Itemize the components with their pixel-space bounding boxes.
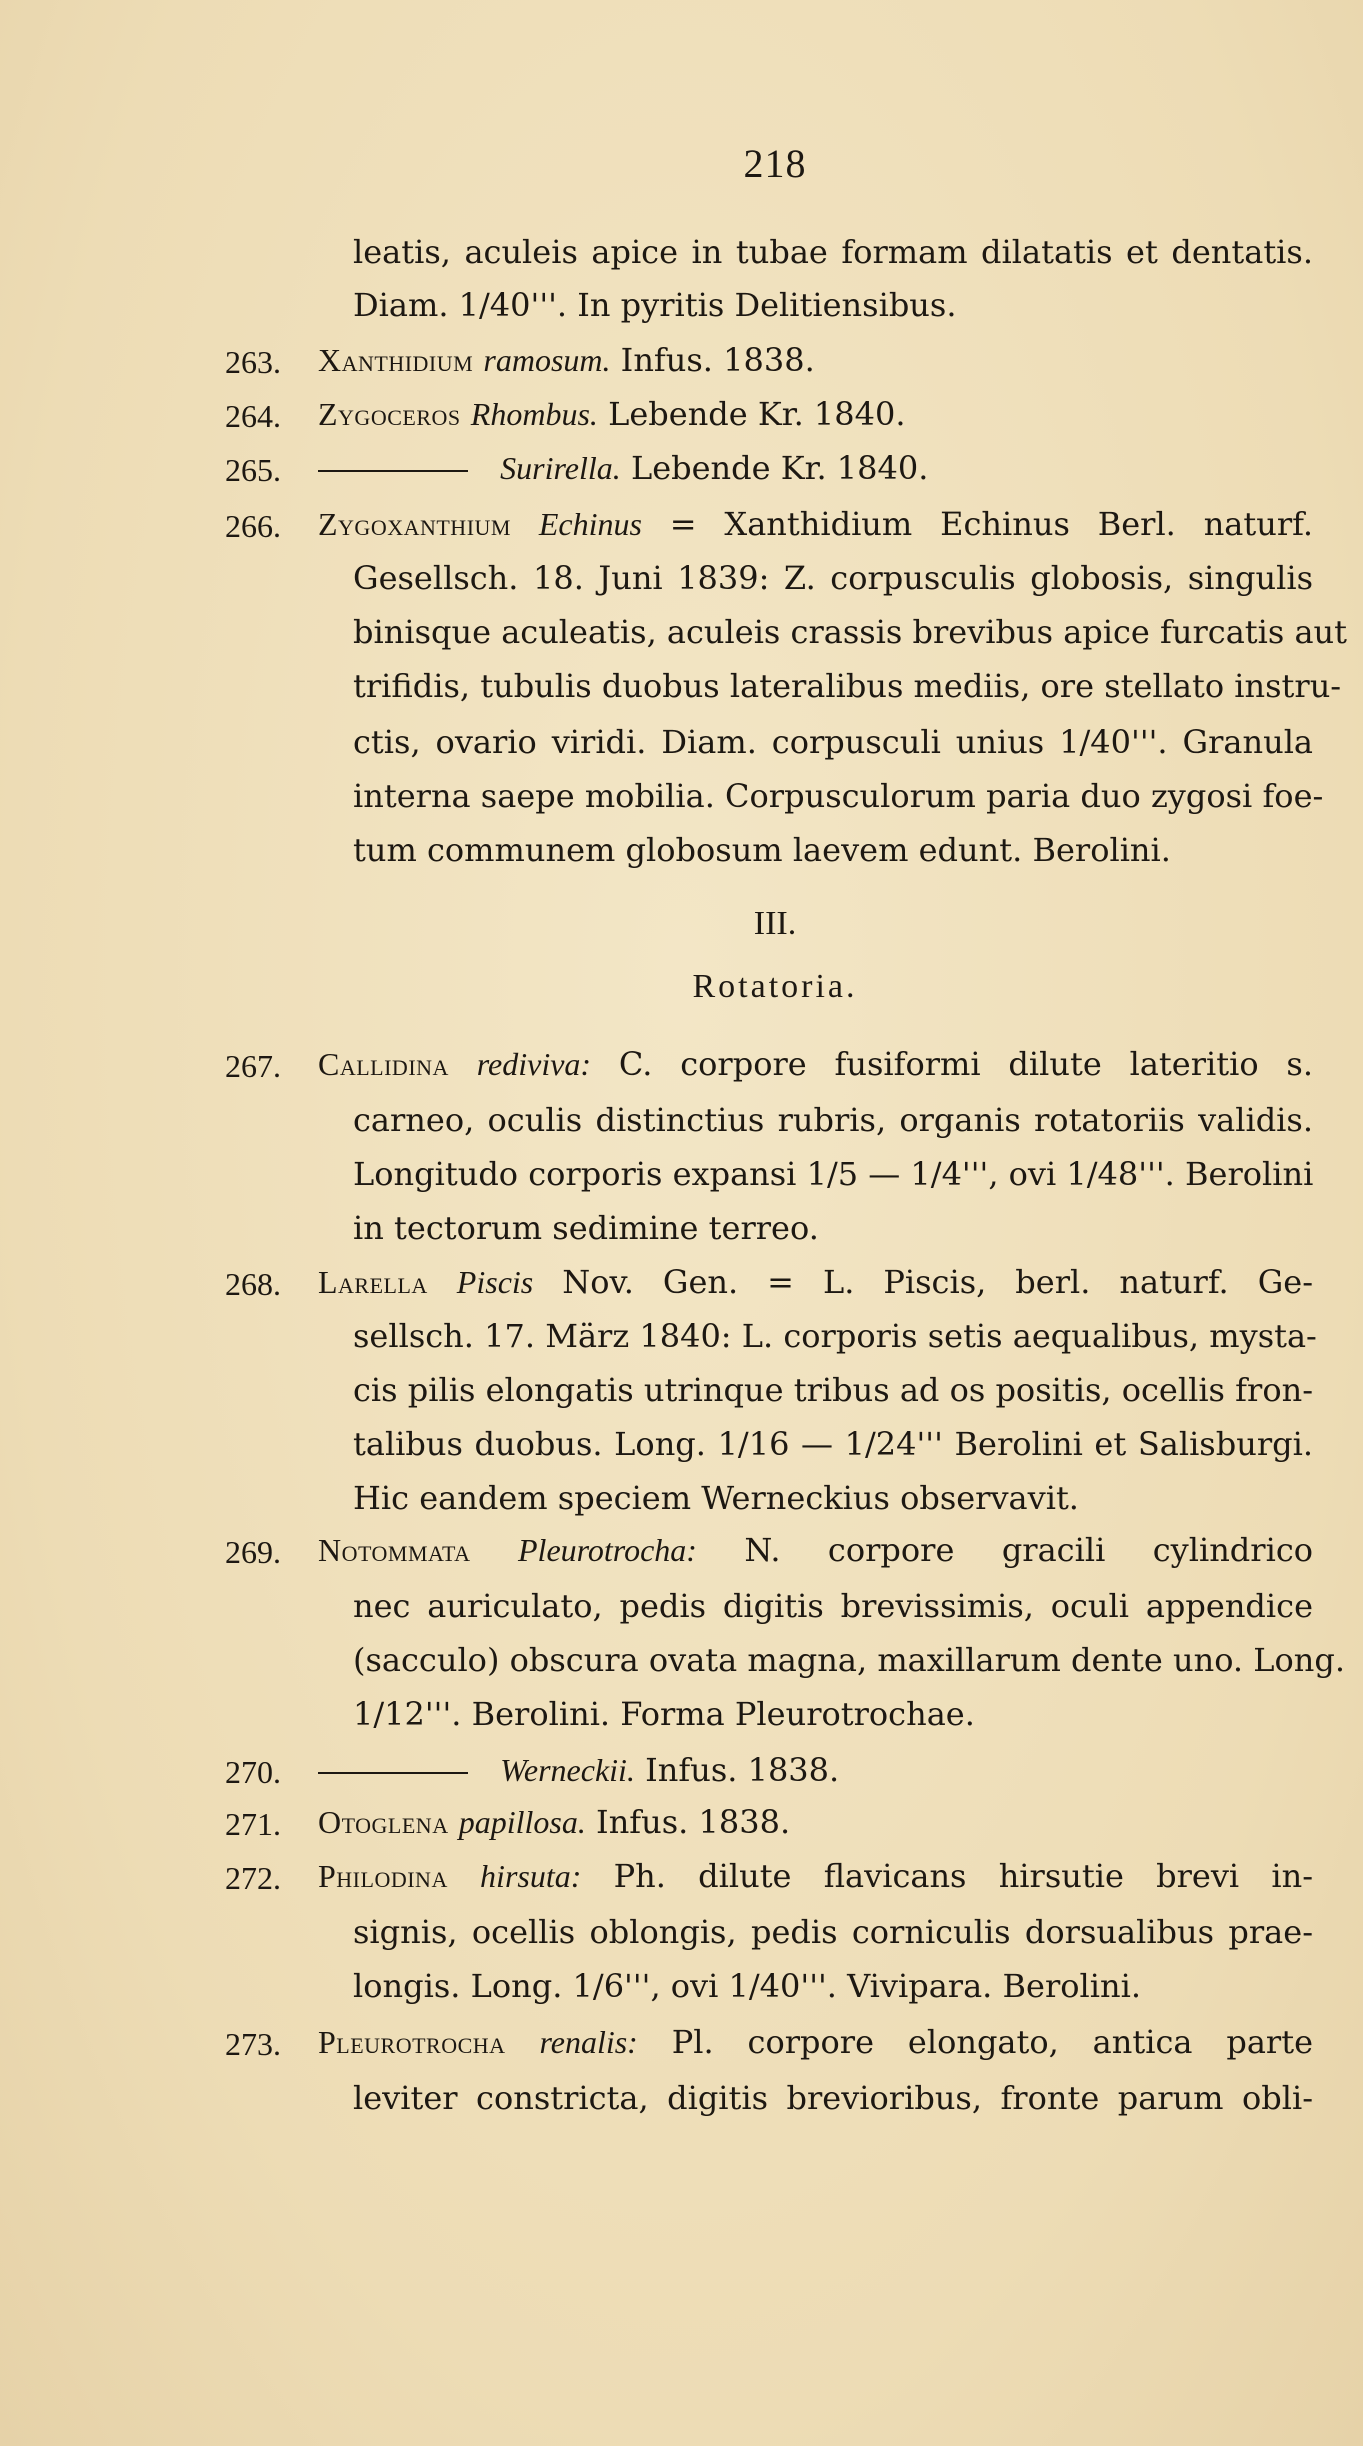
text-line: interna saepe mobilia. Corpusculorum paria duo zygosi foe- — [353, 777, 1324, 815]
entry-rest: Infus. 1838. — [645, 1751, 840, 1789]
species-name: hirsuta: — [480, 1858, 582, 1894]
entry-number: 263. — [225, 344, 281, 380]
species-name: Pleurotrocha: — [518, 1532, 697, 1568]
text-line: leviter constricta, digitis brevioribus, fronte parum obli- — [353, 2079, 1313, 2117]
text-line: Hic eandem speciem Werneckius observavit. — [353, 1479, 1079, 1517]
genus-name: Philodina — [318, 1858, 448, 1894]
entry-line — [318, 340, 815, 380]
text-line: signis, ocellis oblongis, pedis corniculis dorsualibus prae- — [353, 1913, 1313, 1951]
text-line: in tectorum sedimine terreo. — [353, 1209, 819, 1247]
entry-line — [318, 2022, 1313, 2062]
ditto-dash — [318, 1772, 468, 1774]
entry-rest: = Xanthidium Echinus Berl. naturf. — [669, 505, 1314, 543]
text-line: 1/12'''. Berolini. Forma Pleurotrochae. — [353, 1695, 975, 1733]
entry-line — [318, 448, 928, 488]
entry-rest: N. corpore gracili cylindrico — [744, 1531, 1314, 1569]
text-line: ctis, ovario viridi. Diam. corpusculi unius 1/40'''. Granula — [353, 723, 1313, 761]
entry-rest: Ph. dilute flavicans hirsutie brevi in- — [613, 1857, 1314, 1895]
text-line: (sacculo) obscura ovata magna, maxillarum dente uno. Long. — [353, 1641, 1346, 1679]
entry-number: 265. — [225, 452, 281, 488]
entry-number: 266. — [225, 508, 281, 544]
text-line: Gesellsch. 18. Juni 1839: Z. corpusculis globosis, singulis — [353, 559, 1313, 597]
text-line: trifidis, tubulis duobus lateralibus mediis, ore stellato instru- — [353, 667, 1342, 705]
entry-number: 264. — [225, 398, 281, 434]
species-name: renalis: — [539, 2024, 638, 2060]
entry-rest: Infus. 1838. — [620, 341, 815, 379]
text-line: talibus duobus. Long. 1/16 — 1/24''' Berolini et Salisburgi. — [353, 1425, 1313, 1463]
text-line: leatis, aculeis apice in tubae formam dilatatis et dentatis. — [353, 233, 1313, 271]
section-heading: Rotatoria. — [692, 968, 858, 1005]
genus-name: Callidina — [318, 1046, 449, 1082]
entry-rest: Pl. corpore elongato, antica parte — [671, 2023, 1314, 2061]
genus-name: Pleurotrocha — [318, 2024, 506, 2060]
text-line: nec auriculato, pedis digitis brevissimis, oculi appendice — [353, 1587, 1313, 1625]
species-name: Werneckii. — [500, 1752, 635, 1788]
entry-number: 272. — [225, 1860, 281, 1896]
entry-line — [318, 1262, 1313, 1302]
entry-number: 268. — [225, 1266, 281, 1302]
text-line: binisque aculeatis, aculeis crassis brevibus apice furcatis aut — [353, 613, 1348, 651]
text-line: Diam. 1/40'''. In pyritis Delitiensibus. — [353, 286, 957, 324]
text-line: longis. Long. 1/6''', ovi 1/40'''. Vivipara. Berolini. — [353, 1967, 1141, 2005]
species-name: Rhombus. — [470, 396, 598, 432]
entry-line — [318, 1044, 1313, 1084]
entry-line — [318, 1530, 1313, 1570]
species-name: ramosum. — [483, 342, 611, 378]
entry-rest: Lebende Kr. 1840. — [630, 449, 929, 487]
entry-line — [318, 394, 906, 434]
entry-rest: Nov. Gen. = L. Piscis, berl. naturf. Ge- — [562, 1263, 1314, 1301]
species-name: papillosa. — [458, 1804, 586, 1840]
entry-rest: Infus. 1838. — [596, 1803, 791, 1841]
genus-name: Notommata — [318, 1532, 471, 1568]
text-line: sellsch. 17. März 1840: L. corporis setis aequalibus, mysta- — [353, 1317, 1317, 1355]
page-number: 218 — [743, 141, 807, 186]
genus-name: Larella — [318, 1264, 428, 1300]
entry-line — [318, 1750, 839, 1790]
entry-rest: Lebende Kr. 1840. — [608, 395, 906, 433]
genus-name: Otoglena — [318, 1804, 449, 1840]
text-line: carneo, oculis distinctius rubris, organis rotatoriis validis. — [353, 1101, 1313, 1139]
text-line: tum communem globosum laevem edunt. Berolini. — [353, 831, 1171, 869]
species-name: Surirella. — [500, 450, 621, 486]
species-name: Echinus — [538, 506, 642, 542]
entry-line — [318, 1802, 790, 1842]
text-line: cis pilis elongatis utrinque tribus ad os positis, ocellis fron- — [353, 1371, 1313, 1409]
genus-name: Zygoceros — [318, 396, 461, 432]
genus-name: Zygoxanthium — [318, 506, 511, 542]
entry-number: 273. — [225, 2026, 281, 2062]
entry-rest: C. corpore fusiformi dilute lateritio s. — [618, 1045, 1314, 1083]
species-name: rediviva: — [476, 1046, 592, 1082]
entry-number: 267. — [225, 1048, 281, 1084]
text-line: Longitudo corporis expansi 1/5 — 1/4''', ovi 1/48'''. Berolini — [353, 1155, 1314, 1193]
entry-number: 271. — [225, 1806, 281, 1842]
entry-number: 270. — [225, 1754, 281, 1790]
species-name: Piscis — [456, 1264, 534, 1300]
entry-number: 269. — [225, 1534, 281, 1570]
section-number: III. — [753, 905, 797, 942]
genus-name: Xanthidium — [318, 342, 474, 378]
ditto-dash — [318, 470, 468, 472]
entry-line — [318, 504, 1313, 544]
entry-line — [318, 1856, 1313, 1896]
